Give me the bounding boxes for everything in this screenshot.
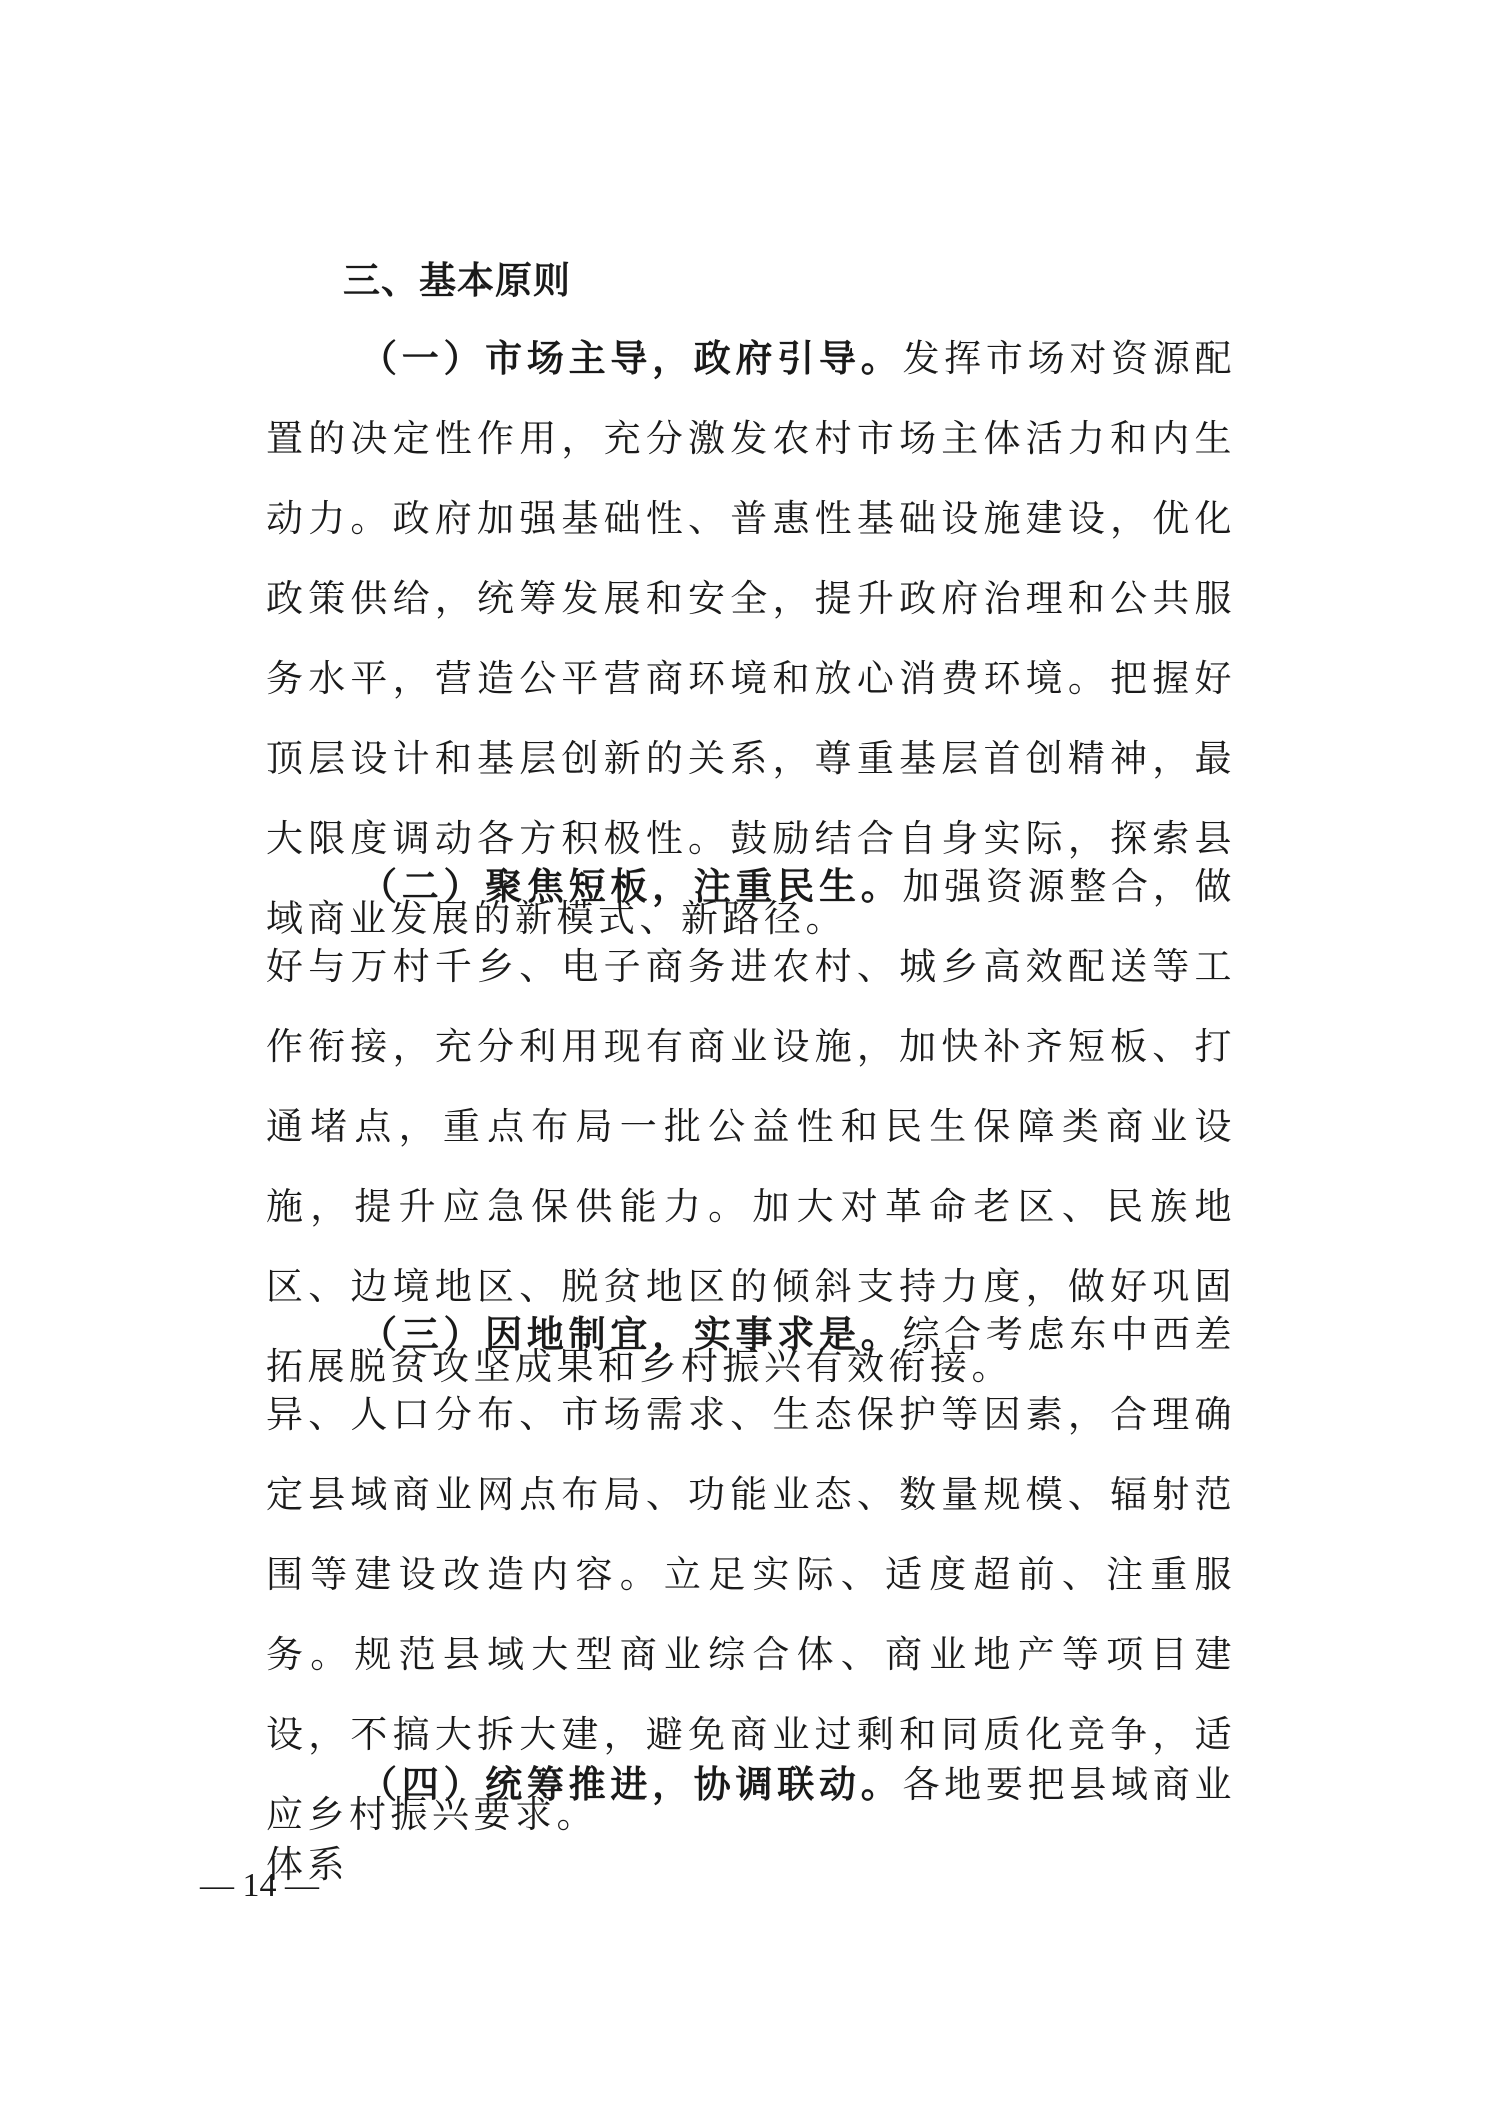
paragraph-body: 各地要把县域商业体系 <box>266 1763 1237 1886</box>
paragraph-lead: （二）聚焦短板，注重民生。 <box>360 864 903 908</box>
paragraph-lead: （三）因地制宜，实事求是。 <box>360 1312 903 1356</box>
paragraph-body: 发挥市场对资源配置的决定性作用，充分激发农村市场主体活力和内生动力。政府加强基础性、普惠性基础设施建设，优化政策供给，统筹发展和安全，提升政府治理和公共服务水平，营造公平营商环境和放心消费环境。把握好顶层设计和基层创新的关系，尊重基层首创精神，最大限度调动各方积极性。鼓励结合自身实际，探索县域商业发展的新模式、新路径。 <box>266 337 1237 940</box>
paragraph-lead: （一）市场主导，政府引导。 <box>360 336 903 380</box>
paragraph-body: 综合考虑东中西差异、人口分布、市场需求、生态保护等因素，合理确定县域商业网点布局、功能业态、数量规模、辐射范围等建设改造内容。立足实际、适度超前、注重服务。规范县域大型商业综合体、商业地产等项目建设，不搞大拆大建，避免商业过剩和同质化竞争，适应乡村振兴要求。 <box>266 1313 1237 1836</box>
paragraph-coordinated-advance <box>266 1744 1236 1905</box>
page-number: — 14 — <box>200 1867 319 1904</box>
section-heading: 三、基本原则 <box>343 258 571 302</box>
paragraph-body: 加强资源整合，做好与万村千乡、电子商务进农村、城乡高效配送等工作衔接，充分利用现有商业设施，加快补齐短板、打通堵点，重点布局一批公益性和民生保障类商业设施，提升应急保供能力。加大对革命老区、民族地区、边境地区、脱贫地区的倾斜支持力度，做好巩固拓展脱贫攻坚成果和乡村振兴有效衔接。 <box>266 865 1237 1388</box>
paragraph-lead: （四）统筹推进，协调联动。 <box>360 1762 903 1806</box>
